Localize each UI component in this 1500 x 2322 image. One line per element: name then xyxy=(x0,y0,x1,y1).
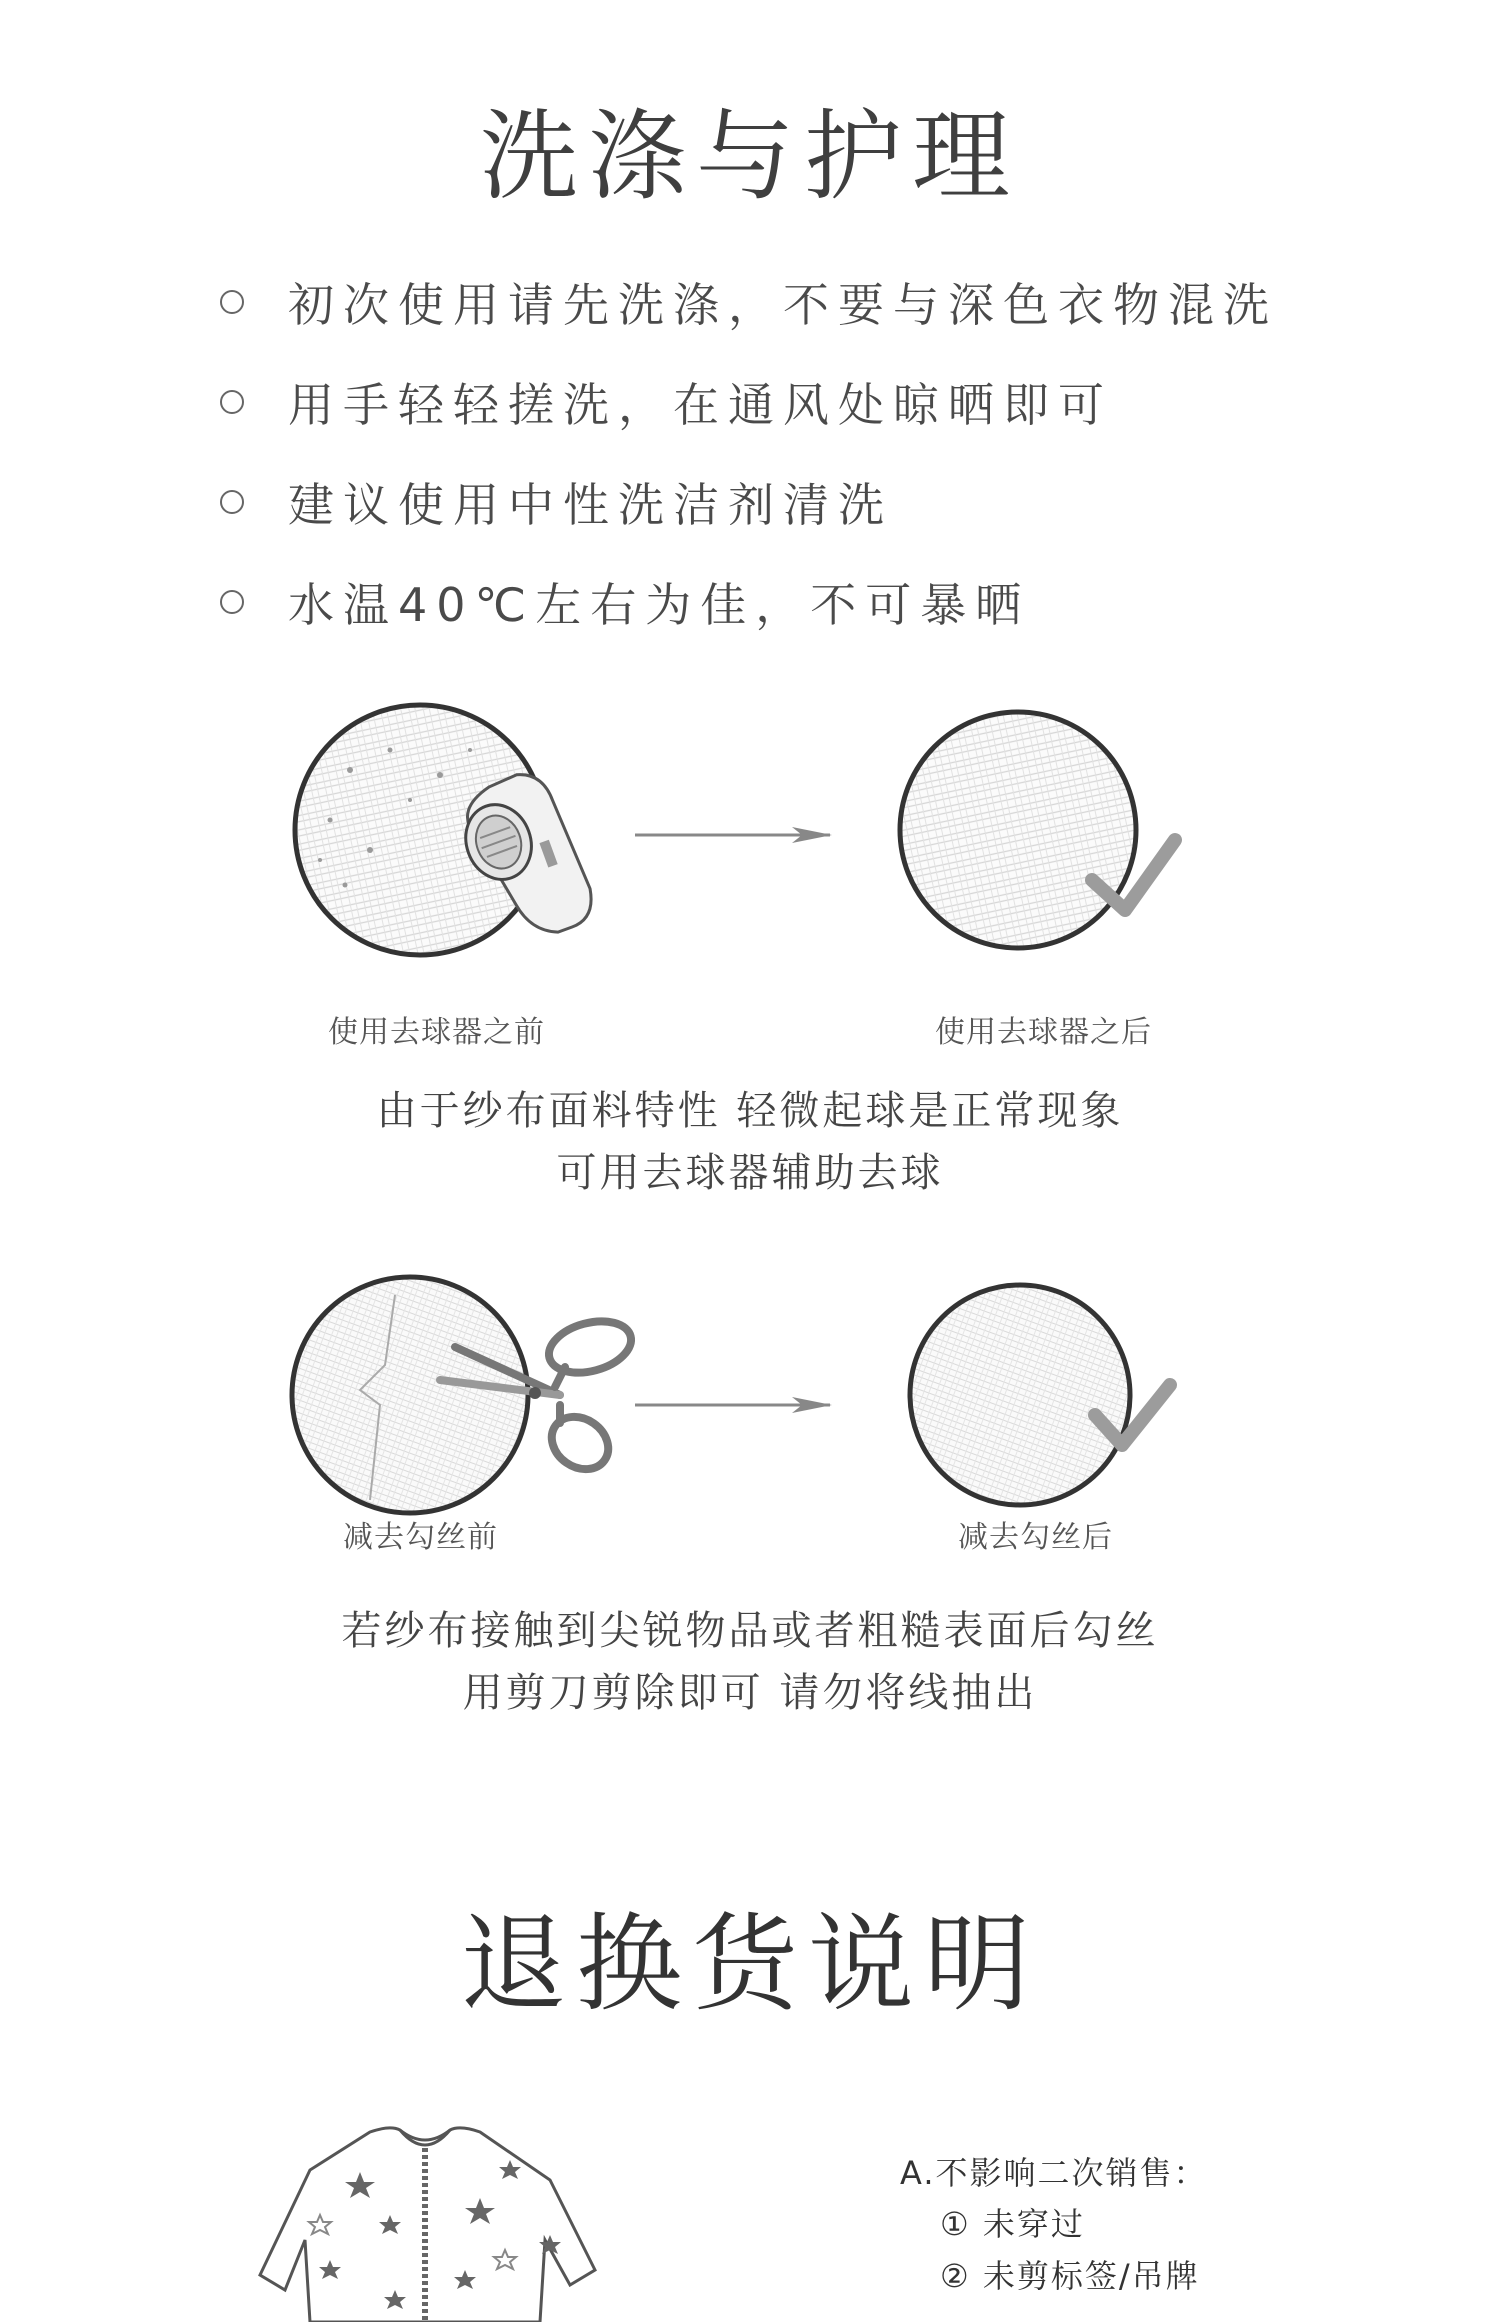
care-instruction-text: 初次使用请先洗涤，不要与深色衣物混洗 xyxy=(288,278,1278,332)
snag-note xyxy=(0,1600,1500,1724)
care-instruction-item xyxy=(220,252,1320,352)
return-condition-item: ① 未穿过 xyxy=(940,2205,1085,2243)
bullet-circle-icon xyxy=(220,490,244,514)
fabric-after-pilling xyxy=(900,712,1136,948)
return-conditions xyxy=(900,2148,1208,2302)
snag-after-caption: 减去勾丝后 xyxy=(958,1520,1113,1555)
pilling-note-line: 由于纱布面料特性 轻微起球是正常现象 xyxy=(376,1088,1124,1134)
bullet-circle-icon xyxy=(220,590,244,614)
care-instructions-list xyxy=(220,252,1320,652)
pilling-note xyxy=(0,1080,1500,1204)
sleeping-bag-garment-icon xyxy=(250,2120,630,2322)
care-instruction-text: 水温40℃左右为佳，不可暴晒 xyxy=(288,578,1031,632)
bullet-circle-icon xyxy=(220,390,244,414)
return-condition-heading: A.不影响二次销售： xyxy=(900,2154,1208,2192)
pilling-after-caption: 使用去球器之后 xyxy=(935,1015,1152,1050)
care-instruction-item xyxy=(220,452,1320,552)
pilling-before-caption: 使用去球器之前 xyxy=(328,1015,545,1050)
pilling-illustration xyxy=(0,690,1500,990)
care-instruction-text: 用手轻轻搓洗，在通风处晾晒即可 xyxy=(288,378,1113,432)
returns-section-title: 退换货说明 xyxy=(460,1903,1040,2026)
care-instruction-text: 建议使用中性洗洁剂清洗 xyxy=(288,478,893,532)
bullet-circle-icon xyxy=(220,290,244,314)
care-instruction-item xyxy=(220,352,1320,452)
care-instruction-item xyxy=(220,552,1320,652)
snag-before-caption: 减去勾丝前 xyxy=(343,1520,498,1555)
pilling-note-line: 可用去球器辅助去球 xyxy=(556,1150,944,1196)
return-condition-item: ② 未剪标签/吊牌 xyxy=(940,2257,1200,2295)
snag-illustration xyxy=(0,1255,1500,1555)
snag-note-line: 用剪刀剪除即可 请勿将线抽出 xyxy=(462,1670,1038,1716)
fabric-after-trim xyxy=(910,1285,1130,1505)
snag-note-line: 若纱布接触到尖锐物品或者粗糙表面后勾丝 xyxy=(341,1608,1159,1654)
care-section-title: 洗涤与护理 xyxy=(479,100,1020,214)
fabric-with-snag xyxy=(292,1277,528,1513)
